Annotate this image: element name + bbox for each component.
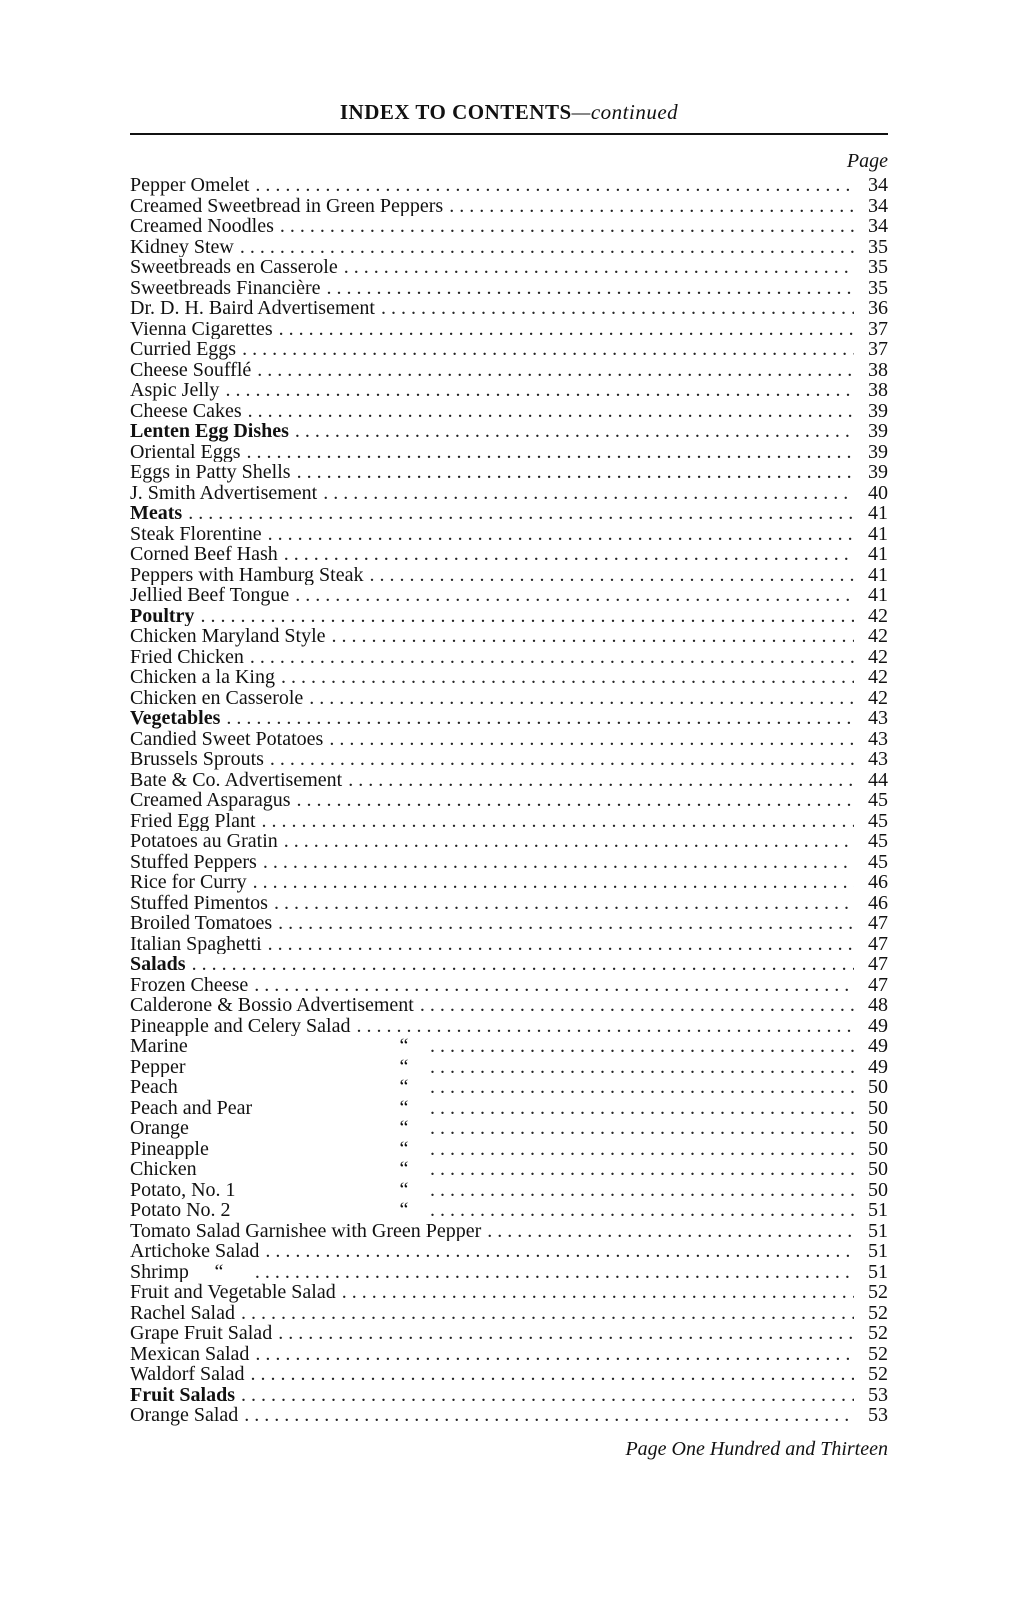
index-entry	[130, 934, 888, 955]
index-entry	[130, 770, 888, 791]
entry-page-number: 37	[868, 339, 888, 360]
entry-name: Potatoes au Gratin	[130, 831, 278, 852]
entry-page-number: 52	[868, 1302, 888, 1323]
entry-page-number: 53	[868, 1405, 888, 1426]
entry-page-number: 48	[868, 995, 888, 1016]
dot-leader	[248, 401, 854, 422]
ditto-mark: “	[399, 1097, 409, 1118]
ditto-mark: “	[399, 1056, 409, 1077]
ditto-mark: “	[214, 1261, 224, 1282]
page-title	[130, 100, 888, 125]
entry-page-number: 39	[868, 462, 888, 483]
dot-leader	[244, 1405, 854, 1426]
dot-leader	[430, 1180, 854, 1201]
entry-page-number: 42	[868, 687, 888, 708]
entry-page-number: 50	[868, 1077, 888, 1098]
ditto-mark: “	[399, 1077, 409, 1098]
entry-name: J. Smith Advertisement	[130, 482, 318, 503]
entry-name: Broiled Tomatoes	[130, 913, 273, 934]
dot-leader	[430, 1077, 854, 1098]
entry-name: Lenten Egg Dishes	[130, 421, 289, 442]
dot-leader	[257, 360, 854, 381]
dot-leader	[240, 237, 854, 258]
dot-leader	[449, 196, 854, 217]
entry-name: Mexican Salad	[130, 1343, 250, 1364]
entry-page-number: 45	[868, 831, 888, 852]
entry-name: Frozen Cheese	[130, 974, 249, 995]
entry-name: Italian Spaghetti	[130, 933, 262, 954]
entry-page-number: 45	[868, 851, 888, 872]
entry-page-number: 42	[868, 646, 888, 667]
entry-name: Fruit and Vegetable Salad	[130, 1282, 336, 1303]
dot-leader	[430, 1036, 854, 1057]
dot-leader	[430, 1098, 854, 1119]
index-entry	[130, 503, 888, 524]
dot-leader	[262, 811, 854, 832]
index-entry	[130, 729, 888, 750]
entry-name: Kidney Stew	[130, 236, 234, 257]
dot-leader	[281, 667, 854, 688]
entry-name: Eggs in Patty Shells	[130, 462, 291, 483]
entry-name: Chicken	[130, 1159, 197, 1180]
entry-name: Sweetbreads en Casserole	[130, 257, 338, 278]
index-entry	[130, 1200, 888, 1221]
entry-page-number: 45	[868, 810, 888, 831]
index-entry	[130, 688, 888, 709]
index-entry-list	[130, 175, 888, 1426]
entry-name: Marine	[130, 1036, 188, 1057]
index-entry	[130, 1159, 888, 1180]
index-entry	[130, 667, 888, 688]
entry-page-number: 51	[868, 1241, 888, 1262]
entry-page-number: 52	[868, 1282, 888, 1303]
entry-page-number: 36	[868, 298, 888, 319]
index-entry	[130, 1303, 888, 1324]
index-entry	[130, 237, 888, 258]
index-entry	[130, 1241, 888, 1262]
page-number-footer: Page One Hundred and Thirteen	[625, 1438, 888, 1460]
dot-leader	[295, 585, 854, 606]
index-entry	[130, 1405, 888, 1426]
header-rule	[130, 133, 888, 135]
entry-name: Peppers with Hamburg Steak	[130, 564, 364, 585]
entry-name: Pepper Omelet	[130, 175, 250, 196]
entry-page-number: 42	[868, 667, 888, 688]
index-entry	[130, 298, 888, 319]
dot-leader	[342, 1282, 854, 1303]
entry-page-number: 39	[868, 441, 888, 462]
entry-name: Pineapple	[130, 1138, 209, 1159]
entry-page-number: 52	[868, 1343, 888, 1364]
index-entry	[130, 1221, 888, 1242]
entry-name: Waldorf Salad	[130, 1364, 245, 1385]
dot-leader	[274, 893, 854, 914]
entry-page-number: 49	[868, 1056, 888, 1077]
dot-leader	[278, 913, 854, 934]
entry-page-number: 38	[868, 380, 888, 401]
entry-name: Corned Beef Hash	[130, 544, 278, 565]
entry-name: Orange	[130, 1118, 189, 1139]
dot-leader	[241, 1303, 854, 1324]
index-entry	[130, 852, 888, 873]
index-entry	[130, 175, 888, 196]
entry-page-number: 52	[868, 1323, 888, 1344]
index-entry	[130, 257, 888, 278]
entry-name: Candied Sweet Potatoes	[130, 728, 324, 749]
index-entry	[130, 380, 888, 401]
dot-leader	[268, 524, 854, 545]
entry-name: Oriental Eggs	[130, 441, 241, 462]
entry-page-number: 39	[868, 400, 888, 421]
index-entry	[130, 216, 888, 237]
entry-name: Tomato Salad Garnishee with Green Pepper	[130, 1220, 482, 1241]
index-entry	[130, 1057, 888, 1078]
entry-name: Creamed Noodles	[130, 216, 274, 237]
dot-leader	[295, 421, 854, 442]
entry-page-number: 44	[868, 769, 888, 790]
index-entry	[130, 1139, 888, 1160]
entry-page-number: 50	[868, 1118, 888, 1139]
ditto-mark: “	[399, 1179, 409, 1200]
dot-leader	[420, 995, 854, 1016]
entry-name: Shrimp	[130, 1261, 189, 1282]
entry-page-number: 53	[868, 1384, 888, 1405]
index-entry	[130, 196, 888, 217]
entry-name: Grape Fruit Salad	[130, 1323, 273, 1344]
dot-leader	[430, 1139, 854, 1160]
entry-page-number: 47	[868, 933, 888, 954]
index-entry	[130, 647, 888, 668]
entry-page-number: 34	[868, 216, 888, 237]
index-entry	[130, 1098, 888, 1119]
entry-name: Calderone & Bossio Advertisement	[130, 995, 414, 1016]
index-entry	[130, 483, 888, 504]
entry-name: Pepper	[130, 1056, 186, 1077]
entry-name: Fried Chicken	[130, 646, 244, 667]
entry-name: Cheese Soufflé	[130, 359, 252, 380]
entry-page-number: 47	[868, 913, 888, 934]
dot-leader	[192, 954, 854, 975]
dot-leader	[279, 319, 854, 340]
dot-leader	[309, 688, 854, 709]
entry-name: Jellied Beef Tongue	[130, 585, 290, 606]
index-entry	[130, 790, 888, 811]
entry-name: Orange Salad	[130, 1405, 239, 1426]
dot-leader	[326, 278, 854, 299]
title-main: INDEX TO CONTENTS	[339, 100, 572, 124]
index-entry	[130, 708, 888, 729]
entry-name: Vienna Cigarettes	[130, 318, 273, 339]
index-entry	[130, 401, 888, 422]
title-continued: —continued	[571, 100, 679, 124]
dot-leader	[241, 1385, 854, 1406]
index-entry	[130, 1323, 888, 1344]
index-entry	[130, 831, 888, 852]
dot-leader	[263, 852, 854, 873]
index-entry	[130, 749, 888, 770]
index-entry	[130, 893, 888, 914]
dot-leader	[370, 565, 855, 586]
index-entry	[130, 1282, 888, 1303]
dot-leader	[430, 1200, 854, 1221]
dot-leader	[226, 708, 854, 729]
index-entry	[130, 1364, 888, 1385]
index-entry	[130, 524, 888, 545]
entry-page-number: 51	[868, 1200, 888, 1221]
dot-leader	[255, 1262, 854, 1283]
index-entry	[130, 421, 888, 442]
entry-page-number: 43	[868, 708, 888, 729]
entry-page-number: 41	[868, 503, 888, 524]
entry-name: Creamed Sweetbread in Green Peppers	[130, 195, 444, 216]
entry-page-number: 39	[868, 421, 888, 442]
index-entry	[130, 975, 888, 996]
dot-leader	[247, 442, 854, 463]
dot-leader	[280, 216, 854, 237]
entry-name: Fruit Salads	[130, 1384, 236, 1405]
ditto-mark: “	[399, 1159, 409, 1180]
index-entry	[130, 1077, 888, 1098]
entry-page-number: 43	[868, 728, 888, 749]
index-entry	[130, 606, 888, 627]
dot-leader	[255, 1344, 854, 1365]
index-entry	[130, 278, 888, 299]
index-entry	[130, 954, 888, 975]
index-entry	[130, 544, 888, 565]
entry-page-number: 43	[868, 749, 888, 770]
entry-name: Cheese Cakes	[130, 400, 242, 421]
entry-page-number: 47	[868, 974, 888, 995]
entry-name: Creamed Asparagus	[130, 790, 291, 811]
entry-name: Stuffed Peppers	[130, 851, 257, 872]
entry-page-number: 46	[868, 892, 888, 913]
entry-page-number: 49	[868, 1036, 888, 1057]
entry-name: Sweetbreads Financière	[130, 277, 321, 298]
entry-name: Rice for Curry	[130, 872, 247, 893]
ditto-mark: “	[399, 1138, 409, 1159]
entry-name: Brussels Sprouts	[130, 749, 264, 770]
entry-name: Potato, No. 1	[130, 1179, 236, 1200]
entry-page-number: 40	[868, 482, 888, 503]
index-entry	[130, 339, 888, 360]
index-entry	[130, 1385, 888, 1406]
index-entry	[130, 319, 888, 340]
entry-name: Poultry	[130, 605, 195, 626]
dot-leader	[225, 380, 854, 401]
index-entry	[130, 442, 888, 463]
dot-leader	[329, 729, 854, 750]
entry-name: Bate & Co. Advertisement	[130, 769, 343, 790]
entry-name: Pineapple and Celery Salad	[130, 1015, 351, 1036]
dot-leader	[284, 544, 854, 565]
entry-page-number: 35	[868, 277, 888, 298]
index-entry	[130, 995, 888, 1016]
dot-leader	[381, 298, 854, 319]
entry-name: Aspic Jelly	[130, 380, 220, 401]
index-entry	[130, 913, 888, 934]
dot-leader	[242, 339, 854, 360]
dot-leader	[332, 626, 854, 647]
dot-leader	[297, 462, 854, 483]
entry-page-number: 41	[868, 544, 888, 565]
index-entry	[130, 1180, 888, 1201]
ditto-mark: “	[399, 1036, 409, 1057]
dot-leader	[284, 831, 854, 852]
dot-leader	[323, 483, 854, 504]
index-entry	[130, 626, 888, 647]
dot-leader	[430, 1118, 854, 1139]
entry-name: Curried Eggs	[130, 339, 237, 360]
page-column-label: Page	[846, 150, 888, 172]
dot-leader	[430, 1159, 854, 1180]
entry-page-number: 35	[868, 236, 888, 257]
entry-page-number: 46	[868, 872, 888, 893]
dot-leader	[254, 975, 854, 996]
entry-name: Meats	[130, 503, 183, 524]
entry-page-number: 50	[868, 1097, 888, 1118]
index-entry	[130, 811, 888, 832]
dot-leader	[297, 790, 854, 811]
entry-page-number: 35	[868, 257, 888, 278]
dot-leader	[270, 749, 854, 770]
dot-leader	[344, 257, 854, 278]
index-entry	[130, 1036, 888, 1057]
entry-name: Salads	[130, 954, 186, 975]
entry-page-number: 42	[868, 626, 888, 647]
index-entry	[130, 872, 888, 893]
entry-page-number: 34	[868, 195, 888, 216]
entry-name: Rachel Salad	[130, 1302, 235, 1323]
entry-page-number: 50	[868, 1138, 888, 1159]
dot-leader	[268, 934, 854, 955]
entry-name: Fried Egg Plant	[130, 810, 256, 831]
entry-page-number: 42	[868, 605, 888, 626]
entry-page-number: 50	[868, 1179, 888, 1200]
entry-page-number: 41	[868, 585, 888, 606]
entry-page-number: 50	[868, 1159, 888, 1180]
index-entry	[130, 585, 888, 606]
dot-leader	[357, 1016, 855, 1037]
entry-name: Dr. D. H. Baird Advertisement	[130, 298, 375, 319]
index-entry	[130, 1118, 888, 1139]
index-entry	[130, 1262, 888, 1283]
entry-page-number: 41	[868, 523, 888, 544]
entry-page-number: 49	[868, 1015, 888, 1036]
entry-page-number: 51	[868, 1261, 888, 1282]
ditto-mark: “	[399, 1118, 409, 1139]
entry-name: Steak Florentine	[130, 523, 262, 544]
index-entry	[130, 1344, 888, 1365]
index-entry	[130, 360, 888, 381]
entry-page-number: 52	[868, 1364, 888, 1385]
entry-name: Chicken a la King	[130, 667, 275, 688]
index-entry	[130, 565, 888, 586]
entry-page-number: 51	[868, 1220, 888, 1241]
dot-leader	[200, 606, 854, 627]
entry-name: Potato No. 2	[130, 1200, 231, 1221]
dot-leader	[348, 770, 854, 791]
entry-name: Chicken en Casserole	[130, 687, 304, 708]
entry-name: Stuffed Pimentos	[130, 892, 268, 913]
entry-name: Peach	[130, 1077, 178, 1098]
dot-leader	[250, 647, 854, 668]
dot-leader	[253, 872, 854, 893]
dot-leader	[188, 503, 854, 524]
entry-name: Artichoke Salad	[130, 1241, 260, 1262]
entry-name: Vegetables	[130, 708, 221, 729]
dot-leader	[430, 1057, 854, 1078]
dot-leader	[255, 175, 854, 196]
index-entry	[130, 462, 888, 483]
dot-leader	[265, 1241, 854, 1262]
entry-page-number: 41	[868, 564, 888, 585]
entry-page-number: 37	[868, 318, 888, 339]
entry-name: Peach and Pear	[130, 1097, 253, 1118]
entry-name: Chicken Maryland Style	[130, 626, 326, 647]
entry-page-number: 38	[868, 359, 888, 380]
dot-leader	[278, 1323, 854, 1344]
dot-leader	[250, 1364, 854, 1385]
entry-page-number: 47	[868, 954, 888, 975]
index-entry	[130, 1016, 888, 1037]
ditto-mark: “	[399, 1200, 409, 1221]
entry-page-number: 34	[868, 175, 888, 196]
entry-page-number: 45	[868, 790, 888, 811]
dot-leader	[487, 1221, 854, 1242]
